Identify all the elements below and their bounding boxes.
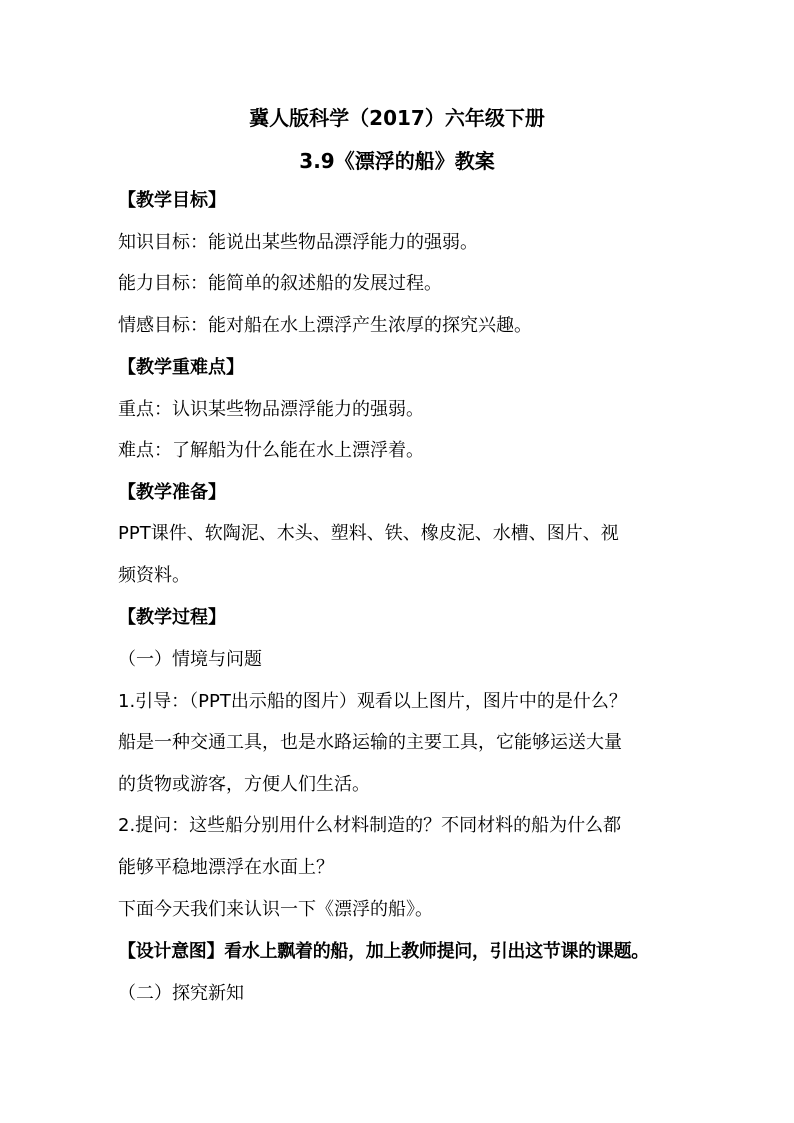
document-title: 冀人版科学（2017）六年级下册: [249, 106, 545, 130]
paragraph-materials-continued: 频资料。: [118, 565, 190, 586]
subsection-explore-new: （二）探究新知: [118, 983, 244, 1004]
subsection-situation-question: （一）情境与问题: [118, 649, 262, 670]
paragraph-guide-continued: 船是一种交通工具，也是水路运输的主要工具，它能够运送大量: [118, 732, 622, 753]
paragraph-ability-objective: 能力目标：能简单的叙述船的发展过程。: [118, 273, 442, 294]
lesson-title: 3.9《漂浮的船》教案: [299, 149, 495, 173]
paragraph-key-point: 重点：认识某些物品漂浮能力的强弱。: [118, 399, 424, 420]
paragraph-question: 2.提问：这些船分别用什么材料制造的？不同材料的船为什么都: [118, 815, 622, 836]
section-heading-objectives: 【教学目标】: [118, 190, 226, 211]
paragraph-guide-end: 的货物或游客，方便人们生活。: [118, 774, 370, 795]
paragraph-knowledge-objective: 知识目标：能说出某些物品漂浮能力的强弱。: [118, 232, 478, 253]
paragraph-design-intent: 【设计意图】看水上飘着的船，加上教师提问，引出这节课的课题。: [118, 941, 649, 962]
paragraph-emotion-objective: 情感目标：能对船在水上漂浮产生浓厚的探究兴趣。: [118, 315, 532, 336]
paragraph-introduction: 下面今天我们来认识一下《漂浮的船》。: [118, 899, 433, 920]
section-heading-process: 【教学过程】: [118, 607, 226, 628]
paragraph-guide: 1.引导：（PPT出示船的图片）观看以上图片，图片中的是什么？: [118, 691, 627, 712]
paragraph-difficult-point: 难点：了解船为什么能在水上漂浮着。: [118, 440, 424, 461]
section-heading-key-points: 【教学重难点】: [118, 357, 244, 378]
paragraph-question-continued: 能够平稳地漂浮在水面上？: [118, 857, 334, 878]
section-heading-preparation: 【教学准备】: [118, 482, 226, 503]
paragraph-materials: PPT课件、软陶泥、木头、塑料、铁、橡皮泥、水槽、图片、视: [118, 523, 619, 544]
